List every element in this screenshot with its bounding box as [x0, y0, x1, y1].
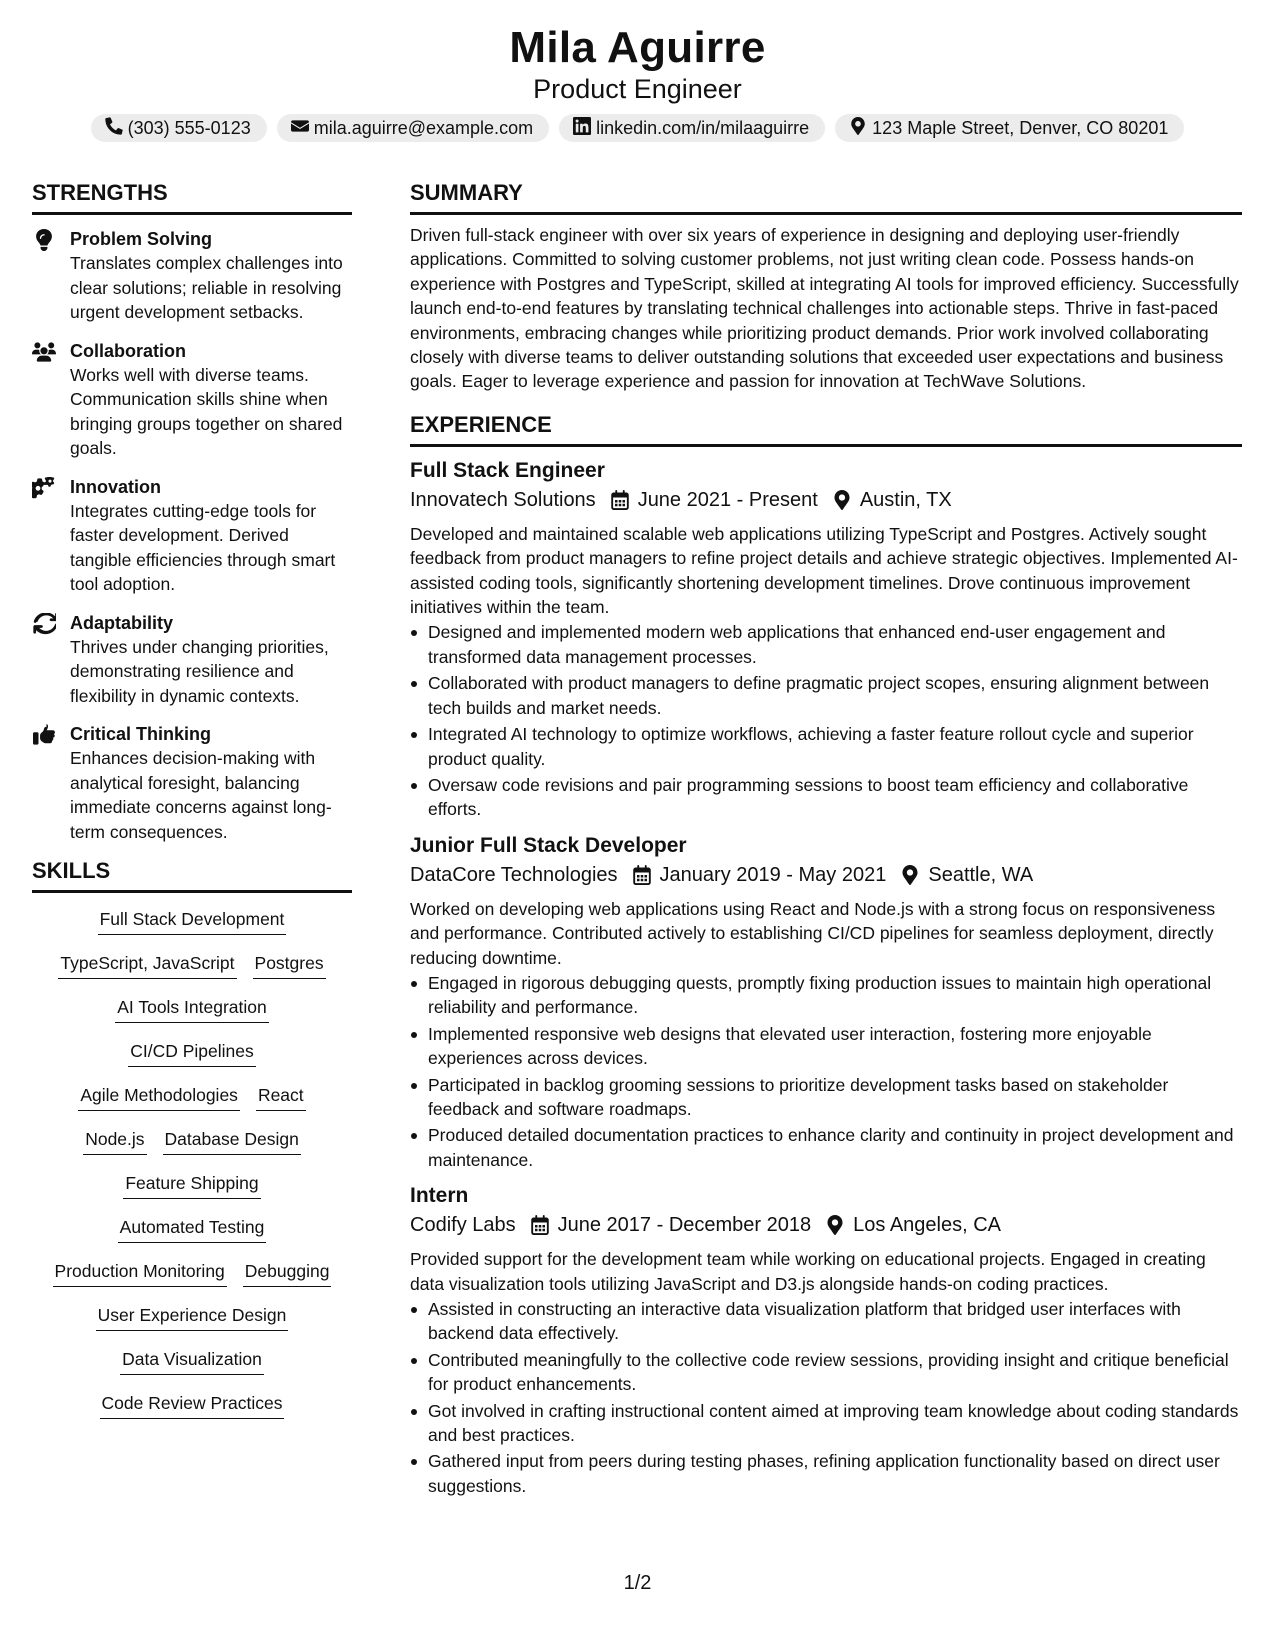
calendar-icon: [632, 865, 652, 885]
contact-linkedin[interactable]: [559, 114, 825, 142]
phone-icon: [105, 117, 123, 140]
skill-tag: Automated Testing: [118, 1215, 267, 1243]
job-dates: June 2017 - December 2018: [557, 1214, 812, 1237]
job-entry: [410, 832, 1242, 1172]
skill-row: [32, 1215, 352, 1243]
left-column: [32, 180, 352, 1435]
job-bullets: [410, 1297, 1242, 1498]
job-entry: [410, 457, 1242, 822]
skill-tag: Production Monitoring: [53, 1259, 227, 1287]
location-pin-icon: [849, 117, 867, 140]
resume-header: [0, 22, 1275, 142]
job-bullet: Collaborated with product managers to define pragmatic project scopes, ensuring alignment between tech builds and market needs.: [410, 671, 1242, 720]
strength-title: Innovation: [70, 476, 161, 497]
strength-item: [32, 475, 352, 597]
skill-row: [32, 1083, 352, 1111]
job-entry: [410, 1182, 1242, 1498]
job-description: Worked on developing web applications using React and Node.js with a strong focus on responsiveness and performance. Contributed actively to establishing CI/CD pipelines for seamless deployment, directly reducing downtime.: [410, 898, 1216, 968]
skill-row: [32, 1127, 352, 1155]
job-bullet: Produced detailed documentation practices to enhance clarity and continuity in project development and maintenance.: [410, 1123, 1242, 1172]
job-meta: [410, 1211, 1242, 1239]
job-bullet: Engaged in rigorous debugging quests, promptly fixing production issues to maintain high operational reliability and performance.: [410, 971, 1242, 1020]
contact-email[interactable]: [277, 114, 549, 142]
job-location: Austin, TX: [859, 488, 952, 511]
skill-row: [32, 995, 352, 1023]
skill-row: [32, 1347, 352, 1375]
job-company: DataCore Technologies: [410, 863, 618, 886]
candidate-role: Product Engineer: [533, 74, 742, 104]
experience-list: [410, 457, 1242, 1498]
location-pin-icon: [832, 490, 852, 510]
skills-list: [32, 907, 352, 1419]
strengths-heading: STRENGTHS: [32, 180, 352, 215]
contact-bar: [0, 114, 1275, 142]
skill-tag: Feature Shipping: [123, 1171, 260, 1199]
job-company: Codify Labs: [410, 1214, 516, 1237]
calendar-icon: [610, 490, 630, 510]
job-bullet: Gathered input from peers during testing phases, refining application functionality based on direct user suggestions.: [410, 1449, 1242, 1498]
job-meta: [410, 486, 1242, 514]
job-description: Provided support for the development team while working on educational projects. Engaged in creating data visualization tools utilizing JavaScript and D3.js alongside hands-on coding practices.: [410, 1249, 1206, 1294]
job-meta: [410, 861, 1242, 889]
page-number: 1/2: [623, 1572, 652, 1594]
skill-tag: Full Stack Development: [98, 907, 287, 935]
job-description: Developed and maintained scalable web applications utilizing TypeScript and Postgres. Actively sought feedback from product managers to refine project details and achieve strategic objectives. Implemented AI-assisted coding tools, significantly shortening development timelines. Drove continuous improvement initiatives within the team.: [410, 523, 1238, 618]
job-location: Los Angeles, CA: [853, 1214, 1001, 1237]
candidate-name: Mila Aguirre: [509, 23, 766, 72]
job-bullet: Got involved in crafting instructional content aimed at improving team knowledge about coding standards and best practices.: [410, 1399, 1242, 1448]
strength-description: Works well with diverse teams. Communication skills shine when bringing groups together on shared goals.: [70, 364, 343, 458]
gears-icon: [32, 477, 56, 499]
skill-tag: TypeScript, JavaScript: [58, 951, 236, 979]
job-bullets: [410, 971, 1242, 1172]
job-title: Junior Full Stack Developer: [410, 833, 687, 857]
skill-row: [32, 951, 352, 979]
skill-tag: Data Visualization: [120, 1347, 264, 1375]
skill-tag: Debugging: [243, 1259, 332, 1287]
right-column: [410, 180, 1242, 1500]
job-location: Seattle, WA: [928, 863, 1034, 886]
job-company: Innovatech Solutions: [410, 488, 596, 511]
job-title: Full Stack Engineer: [410, 458, 605, 482]
skill-tag: Database Design: [163, 1127, 301, 1155]
skill-tag: AI Tools Integration: [115, 995, 269, 1023]
strength-item: [32, 227, 352, 325]
sync-icon: [32, 613, 56, 635]
skill-row: [32, 1171, 352, 1199]
job-bullet: Participated in backlog grooming sessions to prioritize development tasks based on stakeholder feedback and software roadmaps.: [410, 1073, 1242, 1122]
envelope-icon: [291, 117, 309, 140]
strength-item: [32, 722, 352, 844]
summary-heading: SUMMARY: [410, 180, 1242, 215]
summary-text: Driven full-stack engineer with over six years of experience in designing and deploying user-friendly applications. Committed to solving customer problems, not just writing clean code. Possess hands-on experience with Postgres and TypeScript, skilled at integrating AI tools for improved efficiency. Successfully launch end-to-end features by translating technical challenges into actionable steps. Thrive in fast-paced environments, embracing changes while prioritizing product demands. Prior work involved collaborating closely with diverse teams to deliver outstanding solutions that exceeded user expectations and business goals. Eager to leverage experience and passion for innovation at TechWave Solutions.: [410, 225, 1239, 392]
contact-phone-text: (303) 555-0123: [127, 117, 251, 138]
thumbs-up-icon: [32, 724, 56, 746]
job-bullet: Designed and implemented modern web applications that enhanced end-user engagement and transformed data management processes.: [410, 620, 1242, 669]
strength-title: Collaboration: [70, 340, 186, 361]
contact-linkedin-text: linkedin.com/in/milaaguirre: [596, 117, 810, 138]
skill-tag: Node.js: [83, 1127, 146, 1155]
contact-phone[interactable]: [91, 114, 267, 142]
strength-description: Integrates cutting-edge tools for faster development. Derived tangible efficiencies through smart tool adoption.: [70, 500, 336, 594]
skill-tag: CI/CD Pipelines: [128, 1039, 256, 1067]
experience-heading: EXPERIENCE: [410, 412, 1242, 447]
job-bullet: Integrated AI technology to optimize workflows, achieving a faster feature rollout cycle and superior product quality.: [410, 722, 1242, 771]
location-pin-icon: [900, 865, 920, 885]
users-icon: [32, 341, 56, 363]
linkedin-icon: [573, 117, 591, 140]
skill-tag: Postgres: [253, 951, 326, 979]
skill-tag: User Experience Design: [96, 1303, 289, 1331]
location-pin-icon: [825, 1215, 845, 1235]
skill-tag: Agile Methodologies: [78, 1083, 240, 1111]
job-dates: January 2019 - May 2021: [659, 863, 887, 886]
strength-title: Adaptability: [70, 612, 174, 633]
skill-row: [32, 1039, 352, 1067]
job-bullet: Oversaw code revisions and pair programming sessions to boost team efficiency and collaborative efforts.: [410, 773, 1242, 822]
strength-description: Translates complex challenges into clear solutions; reliable in resolving urgent development setbacks.: [70, 253, 343, 322]
job-dates: June 2021 - Present: [637, 488, 818, 511]
calendar-icon: [530, 1215, 550, 1235]
contact-address-text: 123 Maple Street, Denver, CO 80201: [872, 117, 1169, 138]
skill-tag: Code Review Practices: [100, 1391, 285, 1419]
contact-address: [835, 114, 1184, 142]
skill-row: [32, 907, 352, 935]
strengths-list: [32, 227, 352, 844]
strength-item: [32, 611, 352, 709]
job-title: Intern: [410, 1184, 469, 1208]
job-bullet: Assisted in constructing an interactive data visualization platform that bridged user interfaces with backend data effectively.: [410, 1297, 1242, 1346]
skill-row: [32, 1303, 352, 1331]
strength-description: Enhances decision-making with analytical foresight, balancing immediate concerns against long-term consequences.: [70, 748, 332, 842]
job-bullet: Contributed meaningfully to the collective code review sessions, providing insight and critique beneficial for product enhancements.: [410, 1348, 1242, 1397]
skill-row: [32, 1391, 352, 1419]
strength-title: Problem Solving: [70, 229, 213, 249]
lightbulb-icon: [32, 229, 56, 251]
strength-description: Thrives under changing priorities, demonstrating resilience and flexibility in dynamic contexts.: [70, 636, 329, 706]
skill-row: [32, 1259, 352, 1287]
skill-tag: React: [256, 1083, 306, 1111]
job-bullet: Implemented responsive web designs that elevated user interaction, fostering more enjoyable experiences across devices.: [410, 1022, 1242, 1071]
job-bullets: [410, 620, 1242, 821]
strength-item: [32, 339, 352, 461]
skills-heading: SKILLS: [32, 858, 352, 893]
contact-email-text: mila.aguirre@example.com: [313, 117, 534, 138]
strength-title: Critical Thinking: [70, 724, 212, 744]
